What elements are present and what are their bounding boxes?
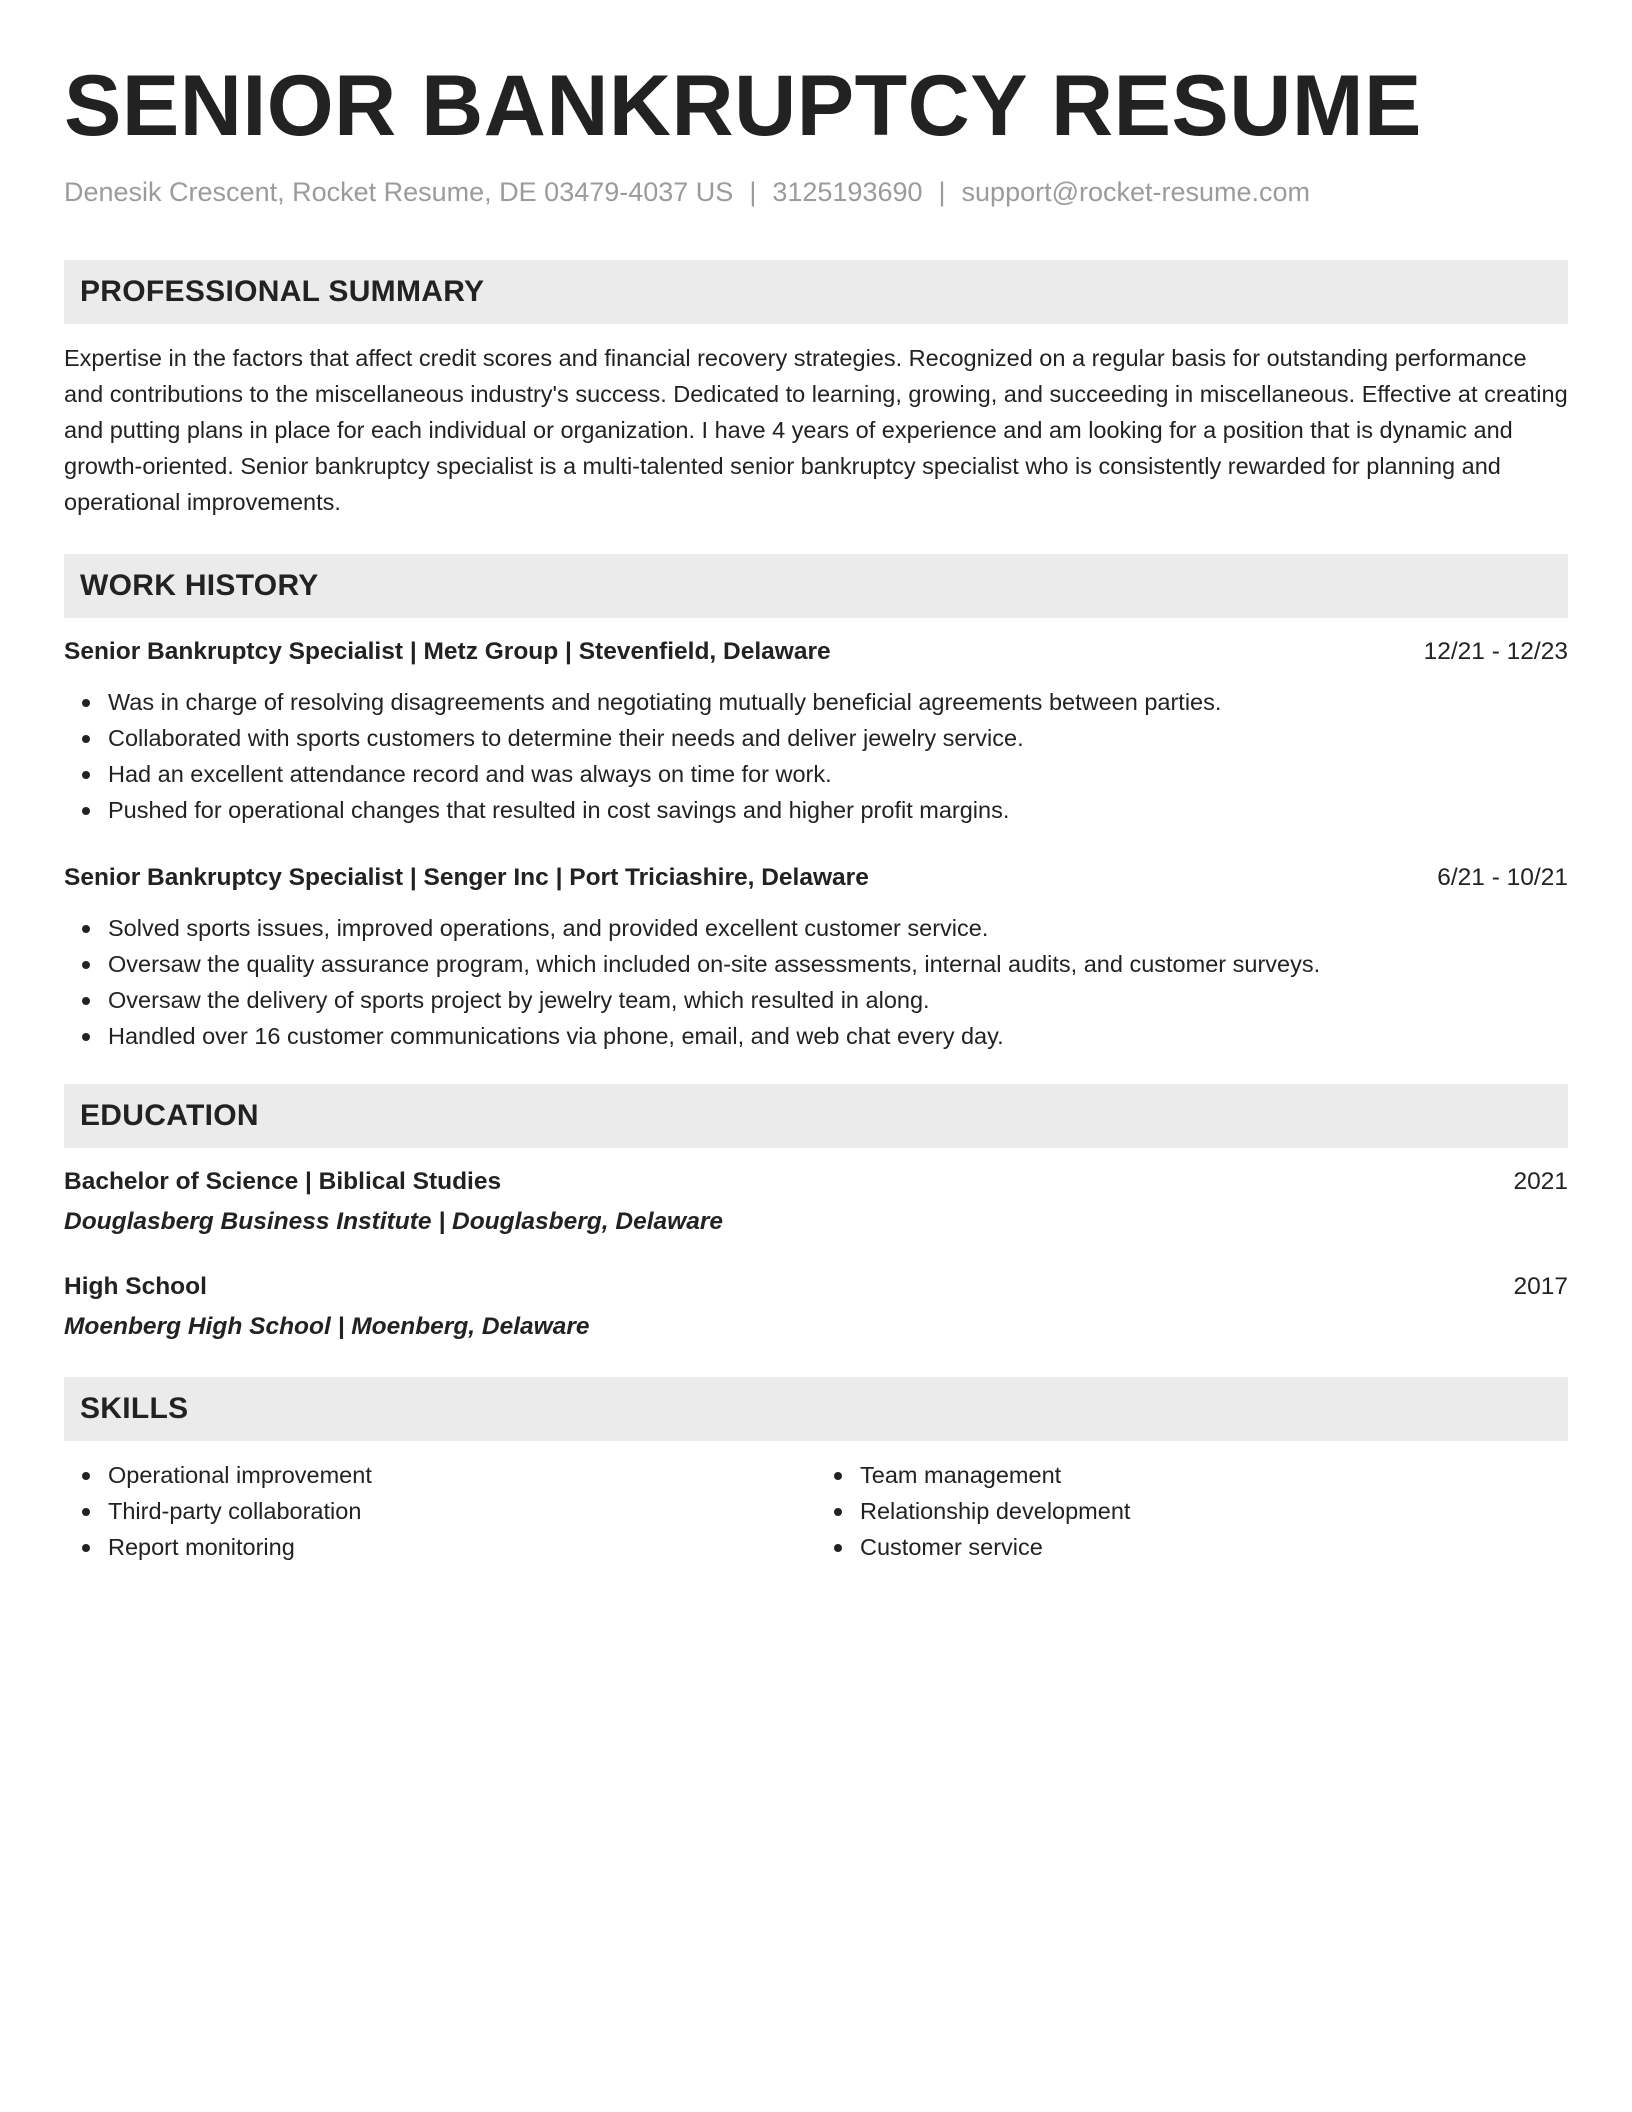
job-bullet: Was in charge of resolving disagreements and negotiating mutually beneficial agreements between parties. — [108, 684, 1568, 720]
skills-columns — [64, 1457, 1568, 1565]
section-heading-label: WORK HISTORY — [80, 569, 319, 602]
job-bullet: Handled over 16 customer communications via phone, email, and web chat every day. — [108, 1018, 1568, 1054]
skills-list-left — [64, 1457, 816, 1565]
education-school: Moenberg High School | Moenberg, Delaware — [64, 1313, 590, 1340]
skill-item: Relationship development — [860, 1493, 1568, 1529]
skill-item: Team management — [860, 1457, 1568, 1493]
job-dates: 12/21 - 12/23 — [1423, 638, 1568, 665]
section-heading-summary — [64, 260, 1568, 324]
skill-item: Third-party collaboration — [108, 1493, 816, 1529]
job-bullet-list — [64, 684, 1568, 828]
contact-separator: | — [938, 177, 946, 207]
job-bullet: Collaborated with sports customers to determine their needs and deliver jewelry service. — [108, 720, 1568, 756]
section-heading-label: EDUCATION — [80, 1099, 259, 1132]
skill-item: Customer service — [860, 1529, 1568, 1565]
education-degree: High School — [64, 1273, 207, 1300]
job-header — [64, 860, 1568, 896]
job-bullet: Solved sports issues, improved operations, and provided excellent customer service. — [108, 910, 1568, 946]
contact-line — [64, 174, 1568, 210]
skill-item: Operational improvement — [108, 1457, 816, 1493]
resume-title: SENIOR BANKRUPTCY RESUME — [64, 58, 1422, 154]
job-header — [64, 634, 1568, 670]
job-title: Senior Bankruptcy Specialist | Metz Group | Stevenfield, Delaware — [64, 638, 831, 665]
education-year: 2017 — [1513, 1273, 1568, 1300]
contact-address: Denesik Crescent, Rocket Resume, DE 03479-4037 US — [64, 177, 734, 207]
section-heading-skills — [64, 1377, 1568, 1441]
job-bullet: Oversaw the delivery of sports project by jewelry team, which resulted in along. — [108, 982, 1568, 1018]
contact-separator: | — [749, 177, 757, 207]
summary-paragraph: Expertise in the factors that affect credit scores and financial recovery strategies. Recognized on a regular basis for outstanding performance and contributions to the miscellaneous industry's success. Dedicated to learning, growing, and succeeding in miscellaneous. Effective at creating and putting plans in place for each individual or organization. I have 4 years of experience and am looking for a position that is dynamic and growth-oriented. Senior bankruptcy specialist is a multi-talented senior bankruptcy specialist who is consistently rewarded for planning and operational improvements. — [64, 345, 1568, 515]
contact-email: support@rocket-resume.com — [961, 177, 1311, 207]
section-heading-label: SKILLS — [80, 1392, 189, 1425]
job-bullet: Oversaw the quality assurance program, which included on-site assessments, internal audits, and customer surveys. — [108, 946, 1568, 982]
section-heading-education — [64, 1084, 1568, 1148]
job-bullet-list — [64, 910, 1568, 1054]
job-bullet: Pushed for operational changes that resulted in cost savings and higher profit margins. — [108, 792, 1568, 828]
section-heading-work-history — [64, 554, 1568, 618]
job-title: Senior Bankruptcy Specialist | Senger Inc | Port Triciashire, Delaware — [64, 864, 869, 891]
education-header — [64, 1269, 1568, 1305]
section-heading-label: PROFESSIONAL SUMMARY — [80, 275, 485, 308]
contact-phone: 3125193690 — [772, 177, 923, 207]
job-bullet: Had an excellent attendance record and was always on time for work. — [108, 756, 1568, 792]
skill-item: Report monitoring — [108, 1529, 816, 1565]
education-year: 2021 — [1513, 1168, 1568, 1195]
skills-list-right — [816, 1457, 1568, 1565]
education-degree: Bachelor of Science | Biblical Studies — [64, 1168, 502, 1195]
job-dates: 6/21 - 10/21 — [1437, 864, 1568, 891]
education-school: Douglasberg Business Institute | Douglasberg, Delaware — [64, 1208, 723, 1235]
education-header — [64, 1164, 1568, 1200]
